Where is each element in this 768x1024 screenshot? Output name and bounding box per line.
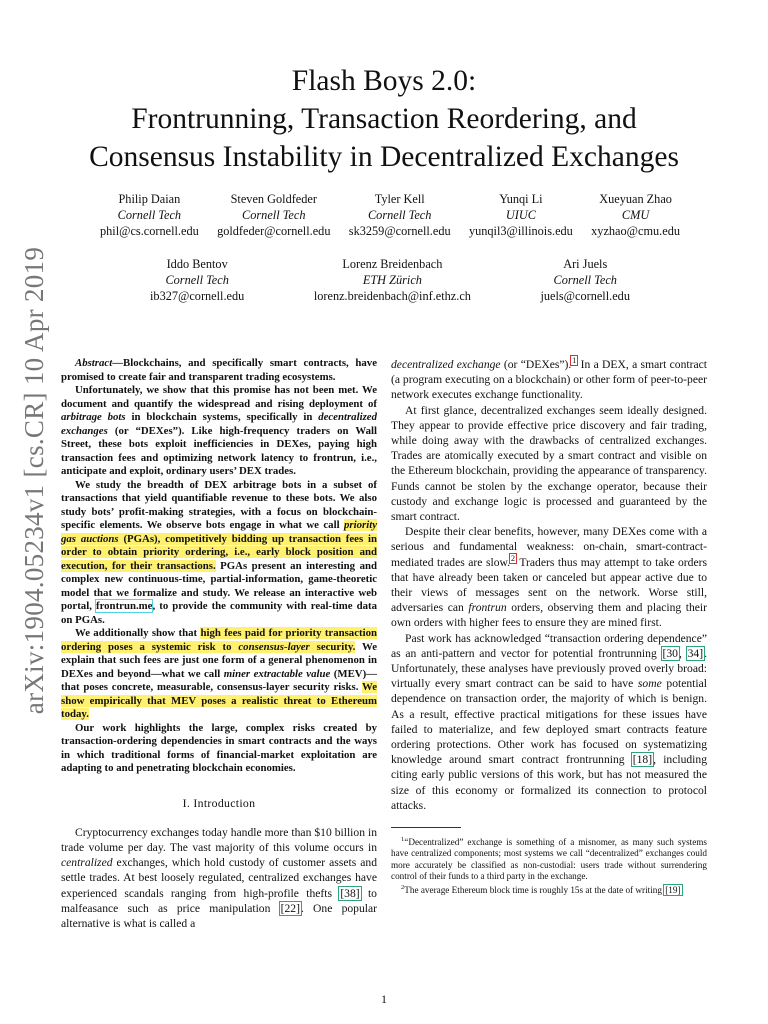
section-heading: I. Introduction <box>182 795 256 810</box>
body-text: Past work has acknowledged “transaction ordering dependence” as an anti-pattern and vector for potential frontrunning <box>391 631 707 660</box>
abstract <box>61 357 377 776</box>
body-text: Despite their clear benefits, however, many DEXes come with a serious and fundamental weakness: on-chain, smart-contract-mediated trades are slow. <box>391 525 707 569</box>
author <box>469 191 573 239</box>
abstract-text: PGAs present an interesting and complex new continuous-time, partial-information, game-theoretic model that we formalize and study. We release an interactive web portal, <box>61 559 377 612</box>
author-email[interactable]: sk3259@cornell.edu <box>348 224 451 238</box>
body-text: In a DEX, a smart contract (a program executing on a blockchain) or other form of peer-to-peer network executes exchange functionality. <box>391 358 707 402</box>
abstract-para-2 <box>61 384 377 479</box>
footnote-2 <box>391 882 707 896</box>
author-affiliation: Cornell Tech <box>242 208 306 222</box>
author-affiliation: UIUC <box>505 208 536 222</box>
abstract-para-1 <box>61 357 377 384</box>
abstract-text: , to provide the community with real-time data on PGAs. <box>61 600 377 626</box>
author-name: Iddo Bentov <box>166 257 228 271</box>
body-emphasis: some <box>637 677 662 691</box>
intro-paragraph <box>61 825 377 931</box>
body-paragraph: At first glance, decentralized exchanges seem ideally designed. They appear to provide effective price discovery and fair trading, while doing away with the drawbacks of centralized exchanges. Trades are atomically executed by a smart contract and visible on the Ethereum blockchain, providing the appearance of transparency. Funds cannot be stolen by the exchange operator, because their custody and exchange logic is processed and guaranteed by the smart contract. <box>391 403 707 524</box>
author-affiliation: CMU <box>621 208 650 222</box>
abstract-para-5: Our work highlights the large, complex risks created by transaction-ordering dependencies in smart contracts and the ways in which traditional forms of financial-market exploitation are adapting to and penetrating blockchain economies. <box>61 721 377 774</box>
author-name: Xueyuan Zhao <box>599 192 672 206</box>
citation-link[interactable]: [19] <box>665 885 681 896</box>
abstract-para-4 <box>61 627 377 722</box>
footnote-number: 2 <box>401 884 405 892</box>
authors-row-2 <box>150 256 630 304</box>
title-line-1: Flash Boys 2.0: <box>291 65 477 97</box>
body-text: (or “DEXes”). <box>500 358 572 371</box>
abstract-text: Unfortunately, we show that this promise has not been met. We document and quantify the widespread and rising deployment of <box>61 384 377 410</box>
author-affiliation: Cornell Tech <box>553 273 617 287</box>
body-text: , <box>678 646 687 660</box>
abstract-label: Abstract <box>75 357 113 369</box>
abstract-text: (MEV)—that poses concrete, measurable, consensus-layer security risks. <box>61 667 377 693</box>
abstract-emphasis: consensus-layer <box>238 640 310 653</box>
author-name: Philip Daian <box>118 192 181 206</box>
footnote-text: “Decentralized” exchange is something of a misnomer, as many such systems have centralized components; most systems we call “decentralized” exchanges could more accurately be classified as non-custodial: users trade without surrendering control of their funds to a third party in the exchange. <box>391 837 707 882</box>
author-name: Ari Juels <box>563 257 608 271</box>
abstract-text: (or “DEXes”). Like high-frequency traders on Wall Street, these bots exploit inefficiencies in DEXes, paying high transaction fees and optimizing network latency to frontrun, i.e., anticipate and exploit, ordinary users’ DEX trades. <box>61 424 377 477</box>
author-name: Yunqi Li <box>499 192 543 206</box>
body-emphasis: decentralized exchange <box>391 358 501 371</box>
author <box>349 191 451 239</box>
abstract-text: We study the breadth of DEX arbitrage bots in a subset of transactions that yield quantifiable revenue to these bots. We also study bots’ profit-making strategies, with a focus on blockchain-specific elements. We observe bots engage in what we call <box>61 478 377 531</box>
author-affiliation: Cornell Tech <box>367 208 432 222</box>
abstract-emphasis: priority gas auctions <box>61 519 377 545</box>
author-name: Tyler Kell <box>374 192 425 206</box>
authors-row-1 <box>100 191 680 239</box>
body-text: potential dependence on transaction order, the majority of which is benign. As a result, effective practical mitigations for these issues have failed to materialize, and few deployed smart contracts feature ordering protections. Other work has focused on systematizing knowledge around smart contract frontrunning <box>391 677 707 767</box>
left-column <box>61 357 377 931</box>
author <box>314 256 471 304</box>
author-email[interactable]: ib327@cornell.edu <box>150 289 245 303</box>
highlight-text: security. <box>309 640 356 653</box>
highlight: We show empirically that MEV poses a realistic threat to Ethereum today. <box>61 681 377 720</box>
citation-link[interactable]: [38] <box>340 886 360 900</box>
arxiv-stamp-text: arXiv:1904.05234v1 [cs.CR] 10 Apr 2019 <box>19 246 50 714</box>
abstract-emphasis: miner extractable value <box>223 667 331 680</box>
abstract-text: in blockchain systems, specifically in <box>125 411 319 423</box>
abstract-text: We additionally show that <box>75 627 201 639</box>
footnote-ref[interactable]: 1 <box>572 356 577 366</box>
arxiv-stamp <box>12 246 58 714</box>
abstract-emphasis: arbitrage bots <box>61 411 126 423</box>
author-email[interactable]: juels@cornell.edu <box>540 289 630 303</box>
abstract-text: We explain that such fees are just one form of a general phenomenon in DEXes and beyond—what we call <box>61 640 377 680</box>
body-text: . Unfortunately, these analyses have previously proved overly broad: virtually every smart contract can be said to have <box>391 646 707 691</box>
citation-link[interactable]: [30 <box>662 646 678 660</box>
author-email[interactable]: lorenz.breidenbach@inf.ethz.ch <box>313 289 471 303</box>
body-emphasis: frontrun <box>468 601 507 615</box>
abstract-para-3 <box>61 479 377 628</box>
body-text: . One popular alternative is what is called a <box>61 901 377 930</box>
author <box>150 256 244 304</box>
citation-link[interactable]: [18] <box>632 753 653 767</box>
author <box>217 191 330 239</box>
body-emphasis: centralized <box>61 856 113 870</box>
abstract-emphasis: decentralized exchanges <box>61 411 377 437</box>
author <box>100 191 199 239</box>
author <box>591 191 680 239</box>
body-text: Traders thus may attempt to take orders that have already been taken or canceled but appear active due to their views of messages sent on the network. Worse still, adversaries can <box>391 555 707 615</box>
highlight-text: (PGAs), competitively bidding up transaction fees in order to obtain priority ordering, i.e., early block position and execution, for their transactions. <box>61 532 378 572</box>
paper-title <box>40 62 728 176</box>
footnote-ref[interactable]: 2 <box>511 553 516 563</box>
frontrun-link[interactable]: frontrun.me <box>95 600 153 612</box>
footnote-1 <box>391 834 707 882</box>
right-column <box>391 357 707 897</box>
citation-link[interactable]: [22] <box>280 901 300 915</box>
author-email[interactable]: phil@cs.cornell.edu <box>100 224 199 238</box>
title-line-3: Consensus Instability in Decentralized Exchanges <box>89 141 679 173</box>
body-text: , including citing early public versions of this work, but has not measured the size of this economy or formalized its connection to protocol attacks. <box>391 753 707 812</box>
footnote-number: 1 <box>401 836 405 844</box>
author-email[interactable]: xyzhao@cmu.edu <box>591 224 680 238</box>
footnote-text: The average Ethereum block time is roughly 15s at the date of writing <box>404 885 665 896</box>
body-text: exchanges, which hold custody of customer assets and settle trades. At best loosely regulated, centralized exchanges have experienced scandals ranging from high-profile thefts <box>61 856 377 900</box>
citation-link[interactable]: 34] <box>687 646 704 660</box>
author-affiliation: ETH Zürich <box>362 273 422 287</box>
body-text: orders, observing them and placing their own orders with higher fees to ensure they are mined first. <box>391 601 708 630</box>
author-name: Steven Goldfeder <box>230 192 317 206</box>
author-affiliation: Cornell Tech <box>117 208 182 222</box>
author-email[interactable]: goldfeder@cornell.edu <box>217 224 331 238</box>
footnote-text: . <box>681 885 684 896</box>
body-paragraph <box>391 357 707 403</box>
abstract-text: —Blockchains, and specifically smart contracts, have promised to create fair and transparent trading ecosystems. <box>61 357 377 383</box>
page-number: 1 <box>381 992 387 1006</box>
author-name: Lorenz Breidenbach <box>342 257 443 271</box>
footnote-rule <box>391 827 461 828</box>
author-email[interactable]: yunqil3@illinois.edu <box>468 224 573 238</box>
title-line-2: Frontrunning, Transaction Reordering, and <box>131 103 637 135</box>
body-text: Cryptocurrency exchanges today handle more than $10 billion in trade volume per day. The vast majority of this volume occurs in <box>61 825 377 854</box>
highlight-text: high fees paid for priority transaction ordering poses a systemic risk to <box>61 627 377 653</box>
body-text: to malfeasance such as price manipulation <box>61 886 377 915</box>
body-paragraph <box>391 631 707 813</box>
body-paragraph <box>391 524 707 630</box>
author <box>540 256 630 304</box>
author-affiliation: Cornell Tech <box>165 273 229 287</box>
